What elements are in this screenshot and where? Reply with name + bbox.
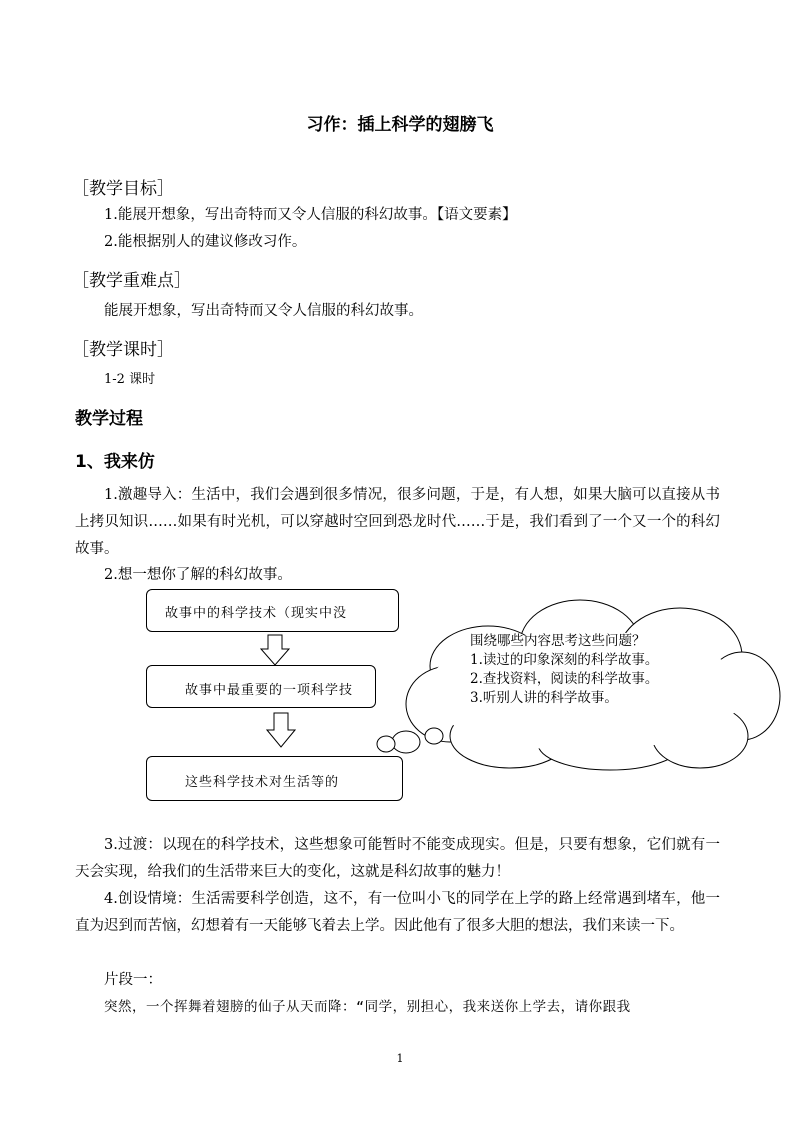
objectives-heading: ［教学目标］ [72, 179, 174, 199]
process-heading: 教学过程 [75, 409, 143, 429]
flow-box-1-text: 故事中的科学技术（现实中没 [165, 606, 348, 621]
cloud-title: 围绕哪些内容思考这些问题？ [470, 633, 646, 649]
paragraph-2: 2.想一想你了解的科幻故事。 [104, 567, 292, 583]
objective-item-2: 2.能根据别人的建议修改习作。 [104, 234, 307, 250]
fragment-label: 片段一： [104, 972, 162, 988]
difficulties-heading: ［教学重难点］ [72, 271, 191, 291]
hours-heading: ［教学课时］ [72, 340, 174, 360]
fragment-text: 突然，一个挥舞着翅膀的仙子从天而降：“同学，别担心，我来送你上学去，请你跟我 [104, 999, 631, 1015]
cloud-content [470, 632, 730, 708]
flow-box-3 [146, 756, 403, 801]
hours-text: 1-2 课时 [104, 372, 156, 387]
section-1-heading: 1、我来仿 [75, 452, 155, 472]
flow-box-2 [146, 665, 376, 708]
cloud-item-2: 2.查找资料，阅读的科学故事。 [470, 671, 659, 687]
flow-box-3-text: 这些科学技术对生活等的 [185, 775, 340, 790]
paragraph-3: 3.过渡：以现在的科学技术，这些想象可能暂时不能变成现实。但是，只要有想象，它们就有一天会实现，给我们的生活带来巨大的变化，这就是科幻故事的魅力！ [75, 837, 720, 880]
flow-box-1 [146, 589, 399, 632]
page-title: 习作：插上科学的翅膀飞 [306, 115, 494, 135]
difficulties-text: 能展开想象，写出奇特而又令人信服的科幻故事。 [104, 303, 423, 319]
page-number: 1 [396, 1052, 404, 1065]
paragraph-1: 1.激趣导入：生活中，我们会遇到很多情况，很多问题，于是，有人想，如果大脑可以直接从书上拷贝知识……如果有时光机，可以穿越时空回到恐龙时代……于是，我们看到了一个又一个的科幻故事。 [75, 487, 720, 557]
objective-item-1: 1.能展开想象，写出奇特而又令人信服的科幻故事。【语文要素】 [104, 207, 517, 223]
paragraph-4: 4.创设情境：生活需要科学创造，这不，有一位叫小飞的同学在上学的路上经常遇到堵车，他一直为迟到而苦恼，幻想着有一天能够飞着去上学。因此他有了很多大胆的想法，我们来读一下。 [75, 891, 720, 934]
down-arrow-icon [266, 712, 296, 748]
cloud-item-1: 1.读过的印象深刻的科学故事。 [470, 652, 659, 668]
cloud-item-3: 3.听别人讲的科学故事。 [470, 690, 618, 706]
down-arrow-icon [260, 634, 290, 666]
flow-box-2-text: 故事中最重要的一项科学技 [185, 683, 354, 698]
